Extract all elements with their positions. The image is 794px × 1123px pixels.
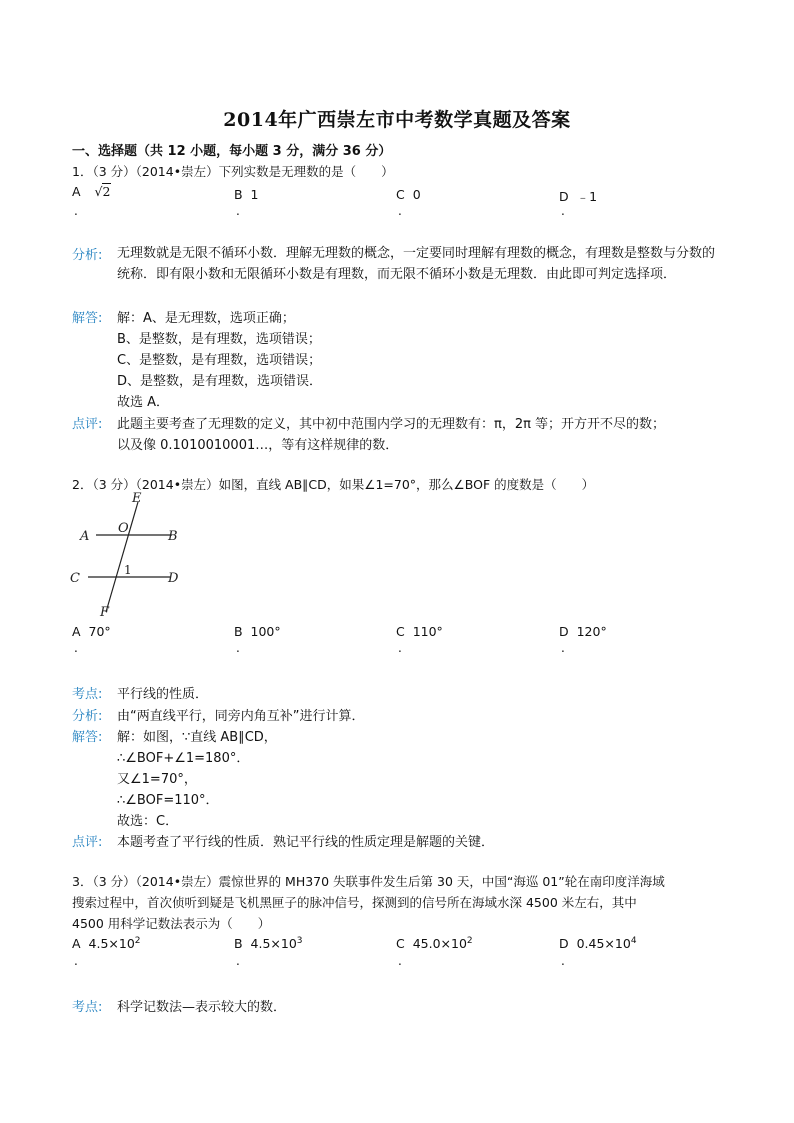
q2-point-label: 考点: [72,687,103,702]
label-o: O [118,521,129,536]
q2-solution-line: ∴∠BOF=110°． [117,793,219,808]
option-letter: A [72,184,81,199]
q3-point-label: 考点: [72,1000,103,1015]
dot: . [561,641,565,655]
q3-option-d[interactable]: D $0.45\times 10^4$ [559,936,637,951]
q2-solution-line: ∴∠BOF+∠1=180°． [117,751,250,766]
q2-analysis: 由“两直线平行，同旁内角互补”进行计算． [117,709,365,724]
q1-stem: 1．（3 分）（2014•崇左）下列实数是无理数的是（ ） [72,164,394,179]
q2-solution-line: 解：如图，∵直线 AB∥CD， [117,730,277,745]
q2-comment: 本题考查了平行线的性质．熟记平行线的性质定理是解题的关键． [117,835,495,850]
q1-solution-line: C、是整数，是有理数，选项错误； [117,353,322,368]
q2-solution-line: 又∠1=70°， [117,772,197,787]
q1-comment-label: 点评: [72,417,103,432]
q1-option-a[interactable] [72,184,111,199]
q3-option-a[interactable]: A $4.5\times 10^2$ [72,936,141,951]
dot: . [74,641,78,655]
dot: . [398,641,402,655]
q1-option-d[interactable]: D ﹣1 [559,189,598,204]
q2-option-d[interactable]: D 120° [559,624,607,639]
q2-option-a[interactable]: A 70° [72,624,111,639]
section-heading: 一、选择题（共 12 小题，每小题 3 分，满分 36 分） [72,144,392,159]
q3-stem-line: 3．（3 分）（2014•崇左）震惊世界的 MH370 失联事件发生后第 30 天，中国“海巡 01”轮在南印度洋海域 [72,874,665,889]
dot: . [74,954,78,968]
transversal-ef [106,502,138,612]
label-angle-1: 1 [124,563,132,577]
q3-option-c[interactable]: C $45.0\times 10^2$ [396,936,473,951]
q1-solution-line: 故选 A． [117,395,170,410]
label-a: A [80,529,90,544]
q1-solution-label: 解答: [72,311,103,326]
q2-analysis-label: 分析: [72,709,103,724]
q3-stem-line: 搜索过程中，首次侦听到疑是飞机黑匣子的脉冲信号，探测到的信号所在海域水深 4500 米左右，其中 [72,895,637,910]
parallel-lines-figure [66,490,196,620]
label-f: F [100,605,110,620]
q1-solution-line: B、是整数，是有理数，选项错误； [117,332,321,347]
dot: . [74,204,78,218]
dot: . [561,204,565,218]
q3-point: 科学记数法—表示较大的数． [117,1000,287,1015]
dot: . [236,204,240,218]
q1-comment-line: 以及像 0.1010010001…，等有这样规律的数． [117,438,399,453]
dot: . [236,641,240,655]
dot: . [561,954,565,968]
q2-solution-label: 解答: [72,730,103,745]
q3-option-b[interactable]: B $4.5\times 10^3$ [234,936,303,951]
label-c: C [70,571,80,586]
q2-solution-line: 故选：C． [117,814,179,829]
q1-solution-line: 解：A、是无理数，选项正确； [117,311,295,326]
label-b: B [168,529,178,544]
q2-point: 平行线的性质． [117,687,209,702]
label-e: E [132,491,142,506]
q1-solution-line: D、是整数，是有理数，选项错误． [117,374,323,389]
sqrt-symbol: √2 [94,184,111,199]
q2-stem: 2．（3 分）（2014•崇左）如图，直线 AB∥CD，如果∠1=70°，那么∠BOF 的度数是（ ） [72,477,595,492]
page-title: 2014年广西崇左市中考数学真题及答案 [223,109,571,131]
q3-stem-line: 4500 用科学记数法表示为（ ） [72,916,271,931]
dot: . [398,954,402,968]
q1-analysis: 无理数就是无限不循环小数．理解无理数的概念，一定要同时理解有理数的概念，有理数是整数与分数的统称．即有限小数和无限循环小数是有理数，而无限不循环小数是无理数．由此即可判定选择项． [117,246,716,282]
dot: . [236,954,240,968]
label-d: D [168,571,179,586]
q2-option-b[interactable]: B 100° [234,624,281,639]
q1-analysis-label: 分析: [72,248,103,263]
q1-option-b[interactable]: B 1 [234,187,259,202]
q1-comment-line: 此题主要考查了无理数的定义，其中初中范围内学习的无理数有：π，2π 等；开方开不尽的数； [117,417,666,432]
q2-comment-label: 点评: [72,835,103,850]
dot: . [398,204,402,218]
q1-option-c[interactable]: C 0 [396,187,421,202]
q2-option-c[interactable]: C 110° [396,624,443,639]
